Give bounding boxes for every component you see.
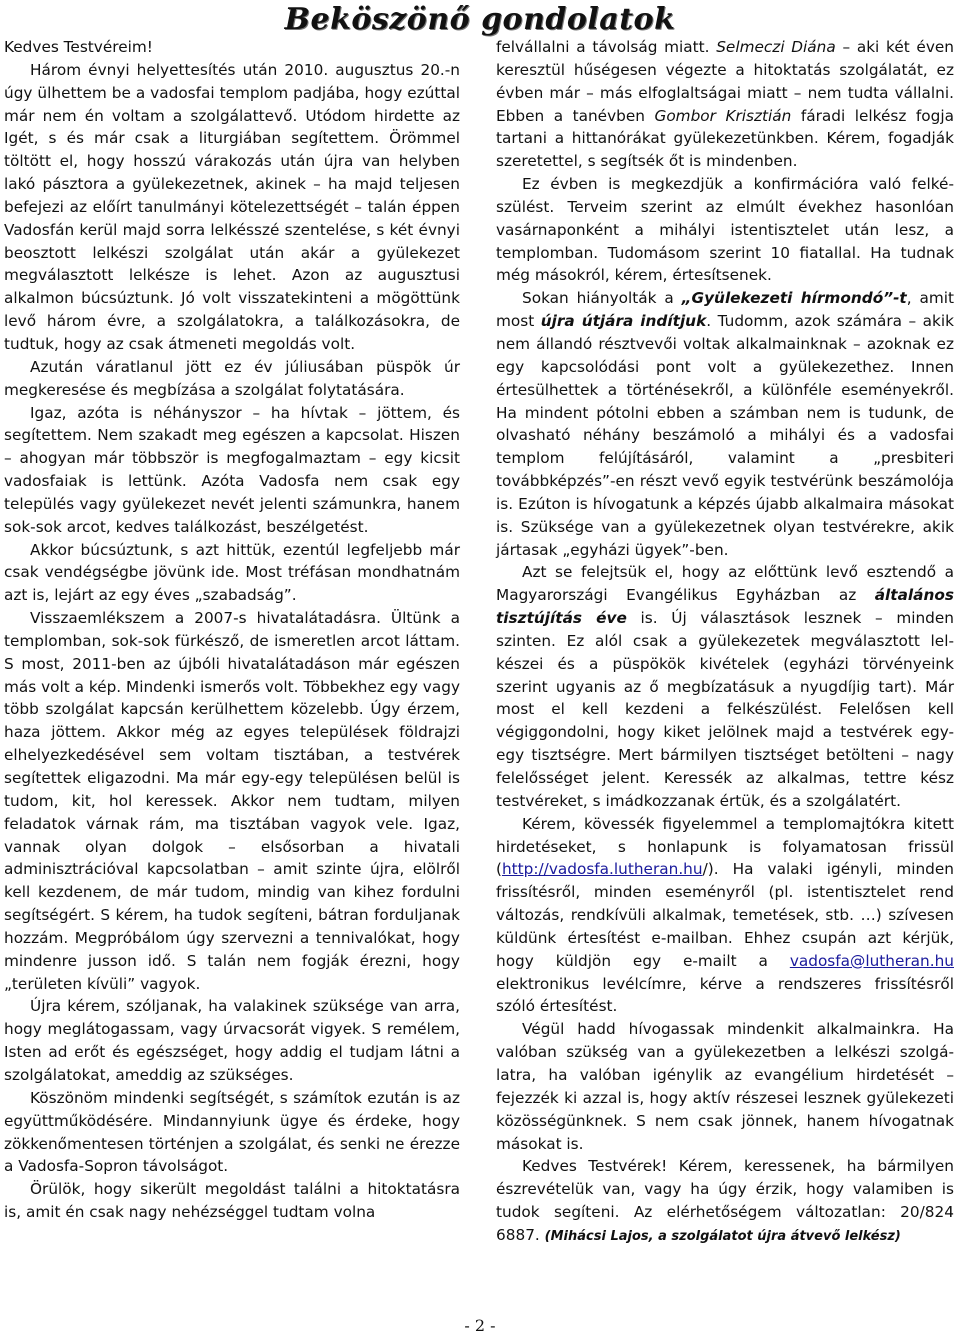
paragraph: Végül hadd hívogassak mindenkit alkalmainkra. Ha valóban szükség van a gyülekezetben a lelkészi szolgálatra, ha valóban igénylik az evangélium hirdetését – fejezzék ki azzal is, hogy aktív részesei lesznek gyülekezeti közösségünknek. S nem csak jönnek, hanem hívogatnak másokat is. bbox=[496, 1020, 954, 1153]
paragraph bbox=[496, 813, 954, 1019]
email-link[interactable]: vadosfa@lutheran.hu bbox=[789, 951, 954, 970]
text-run: Kedves Testvérek! Kérem, keressenek, ha bármilyen észrevételük van, vagy ha úgy érzik, hogy valamiben is tudok segíteni. Az elérhetőségem változatlan: 20/824 6887. bbox=[496, 1157, 954, 1244]
paragraph: Igaz, azóta is néhányszor – ha hívtak – jöttem, és segítettem. Nem szakadt meg egészen a kapcsolat. Hiszen – ahogyan már többször is megfogalmaztam – egy kicsit vadosfaiak is lettünk. Azóta Vadosfa nem csak egy település vagy gyülekezet nevét jelenti számunkra, hanem sok-sok arcot, kedves találkozást, beszélgetést. bbox=[4, 403, 460, 536]
emphasis: újra útjára indítjuk bbox=[540, 312, 707, 331]
page-title: Beköszönő gondolatok bbox=[284, 2, 676, 37]
person-name: Gombor Krisztián bbox=[654, 106, 792, 125]
text-run: elektronikus levélcímre, kérve a rendszeres frissítésről szóló értesítést. bbox=[496, 974, 954, 1016]
paragraph: Visszaemlékszem a 2007-s hivatalátadásra. Ültünk a templomban, sok-sok fürkésző, de ismeretlen arcot láttam. S most, 2011-ben az újbóli hivatalátadáson már egészen más volt a kép. Mindenki ismerős volt. Többekhez egy vagy több szolgálat kapcsán kerülhettem közelebb. Úgy érzem, haza jöttem. Akkor még az egyes települések földrajzi elhelyezkedésével sem voltam tisztában, a testvérek segítettek eligazodni. Ma már egy-egy településen belül is tudom, kit, hol keressek. Akkor nem tudtam, milyen feladatok várnak rám, ma tisztában vagyok vele. Igaz, vannak olyan dolgok – elsősorban a hivatali adminisztrációval kapcsolatban – amit szinte újra, elölről kell kezdenem, de már tudom, mindig van kihez fordulni segítségért. S kérem, ha tudok segíteni, bátran forduljanak hozzám. Megpróbálom úgy szervezni a tennivalókat, hogy mindenre jusson idő. S talán nem fogják érezni, hogy „területen kívüli” vagyok. bbox=[4, 609, 460, 993]
signature: (Mihácsi Lajos, a szolgálatot újra átvevő lelkész) bbox=[544, 1228, 901, 1244]
person-name: Selmeczi Diána bbox=[716, 38, 836, 56]
right-column bbox=[496, 36, 954, 1249]
emphasis: általános tisztújítás éve bbox=[496, 586, 954, 628]
text-run: . Tudomm, azok számára – akik nem állandó résztvevői voltak alkalmainknak – azoknak ez egy kapcsolódási pont volt a gyülekezethez. Innen értesülhettek a történésekről, a különféle eseményekről. Ha mindent pótolni ebben a számban nem is tudunk, de olvasható néhány beszámoló a mihályi és a vadosfai templom felújításáról, valamint a „presbiteri továbbképzés”-en részt vevő egyik testvérünk beszámolója is. Ezúton is hívogatunk a képzés újabb alkalmaira másokat is. Szüksége van a gyülekezetnek olyan testvérekre, akik jártasak „egyházi ügyek”-ben. bbox=[496, 312, 954, 559]
paragraph: Három évnyi helyettesítés után 2010. augusztus 20.-n úgy ülhettem be a vadosfai templom padjába, hogy ezúttal már nem én voltam a szolgálattevő. Utódom hirdette az Igét, s és már csak a liturgiában segítettem. Örömmel töltött el, hogy hosszú várakozás után újra van helyben lakó pásztora a gyülekezetnek, akinek – ha majd teljesen befejezi az előírt tanulmányi kötelezettségét – talán éppen Vadosfán kerül majd sorra lelkésszé szentelése, s két évnyi beosztott lelkészi szolgálat után akár a gyülekezet megválasztott lelkésze is lehet. Azon az augusztusi alkalmon búcsúztunk. Jó volt visszatekinteni a mögöttünk levő három évre, a szolgálatokra, a találkozásokra, de tudtuk, hogy az csak átmeneti megoldás volt. bbox=[4, 60, 460, 353]
greeting: Kedves Testvéreim! bbox=[4, 38, 153, 56]
paragraph bbox=[496, 1155, 954, 1248]
text-run: Sokan hiányolták a bbox=[522, 289, 682, 308]
paragraph: Akkor búcsúztunk, s azt hittük, ezentúl legfeljebb már csak vendégségbe jövünk ide. Most tréfásan mondhatnám azt is, lejárt az egy éves „szabadság”. bbox=[4, 540, 460, 605]
text-run: is. Új választások lesznek – minden szinten. Ez alól csak a gyülekezetek megválasztott lelkészei és a püspökök kivételek (egyházi törvényeink szerint ugyanis az ő megbízatásuk a nyugdíjig tart). Már most el kell kezdeni a felkészülést. Felelősen kell végiggondolni, hogy kiket jelölnek majd a testvérek egy-egy tisztségre. Mert bármilyen tisztséget betölteni – nagy felelősséget jelent. Keressék az alkalmas, tettre kész testvéreket, s imádkozzanak értük, és a szolgálatért. bbox=[496, 609, 954, 810]
paragraph: Újra kérem, szóljanak, ha valakinek szüksége van arra, hogy meglátogassam, vagy úrvacsorát vigyek. S remélem, Isten ad erőt és egészséget, hogy addig el tudjam látni a szolgálatokat, ameddig az szükséges. bbox=[4, 997, 460, 1084]
paragraph: Köszönöm mindenki segítségét, s számítok ezután is az együttműködésére. Mindannyiunk ügye és érdeke, hogy zökkenőmentesen történjen a szolgálat, és senki ne érezze a Vadosfa-Sopron távolságot. bbox=[4, 1088, 460, 1176]
website-link[interactable]: http://vadosfa.lutheran.hu bbox=[501, 860, 703, 879]
text-run: felvállalni a távolság miatt. bbox=[496, 38, 717, 56]
text-run: Kérem, kövessék figyelemmel a templomajtókra kitett hirdetéseket, s honlapunk is folyamatosan frissül ( bbox=[496, 814, 954, 879]
text-run: – aki két éven keresztül hűségesen végezte a hitoktatás szolgálatát, ez évben már – más elfoglaltságai miatt – nem tudta vállalni. Ebben a tanévben bbox=[496, 38, 954, 125]
text-run: Azt se felejtsük el, hogy az előttünk levő esztendő a Magyarországi Evangélikus Egyházban az bbox=[496, 563, 954, 605]
page-number: - 2 - bbox=[464, 1316, 496, 1335]
paragraph bbox=[496, 561, 954, 812]
paragraph: Ez évben is megkezdjük a konfirmációra való felkészülést. Terveim szerint az elmúlt évekhez hasonlóan vasárnaponként a mihályi istentisztelet után lesz, a templomban. Tudomásom szerint 10 fiatallal. Ha tudnak még másokról, kérem, értesítsenek. bbox=[496, 175, 954, 285]
paragraph bbox=[496, 36, 954, 173]
paragraph: Azután váratlanul jött ez év júliusában püspök úr megkeresése és megbízása a szolgálat folytatására. bbox=[4, 357, 460, 399]
newsletter-name: „Gyülekezeti hírmondó”-t bbox=[681, 289, 907, 308]
paragraph bbox=[496, 287, 954, 561]
text-run: , amit most bbox=[496, 289, 955, 331]
text-run: fáradi lelkész fogja tartani a hittanórákat gyülekezetünkben. Kérem, fogadják szeretettel, s segítsék őt is mindenben. bbox=[496, 106, 954, 171]
text-run: /). Ha valaki igényli, minden frissítésről, minden eseményről (pl. istentisztelet rend változás, rendkívüli alkalmak, temetések, stb. …) szívesen küldünk értesítést e-mailban. Ehhez csupán azt kérjük, hogy küldjön egy e-mailt a bbox=[496, 860, 954, 970]
paragraph: Örülök, hogy sikerült megoldást találni a hitoktatásra is, amit én csak nagy nehézséggel tudtam volna bbox=[4, 1180, 460, 1222]
left-column bbox=[4, 36, 460, 1224]
